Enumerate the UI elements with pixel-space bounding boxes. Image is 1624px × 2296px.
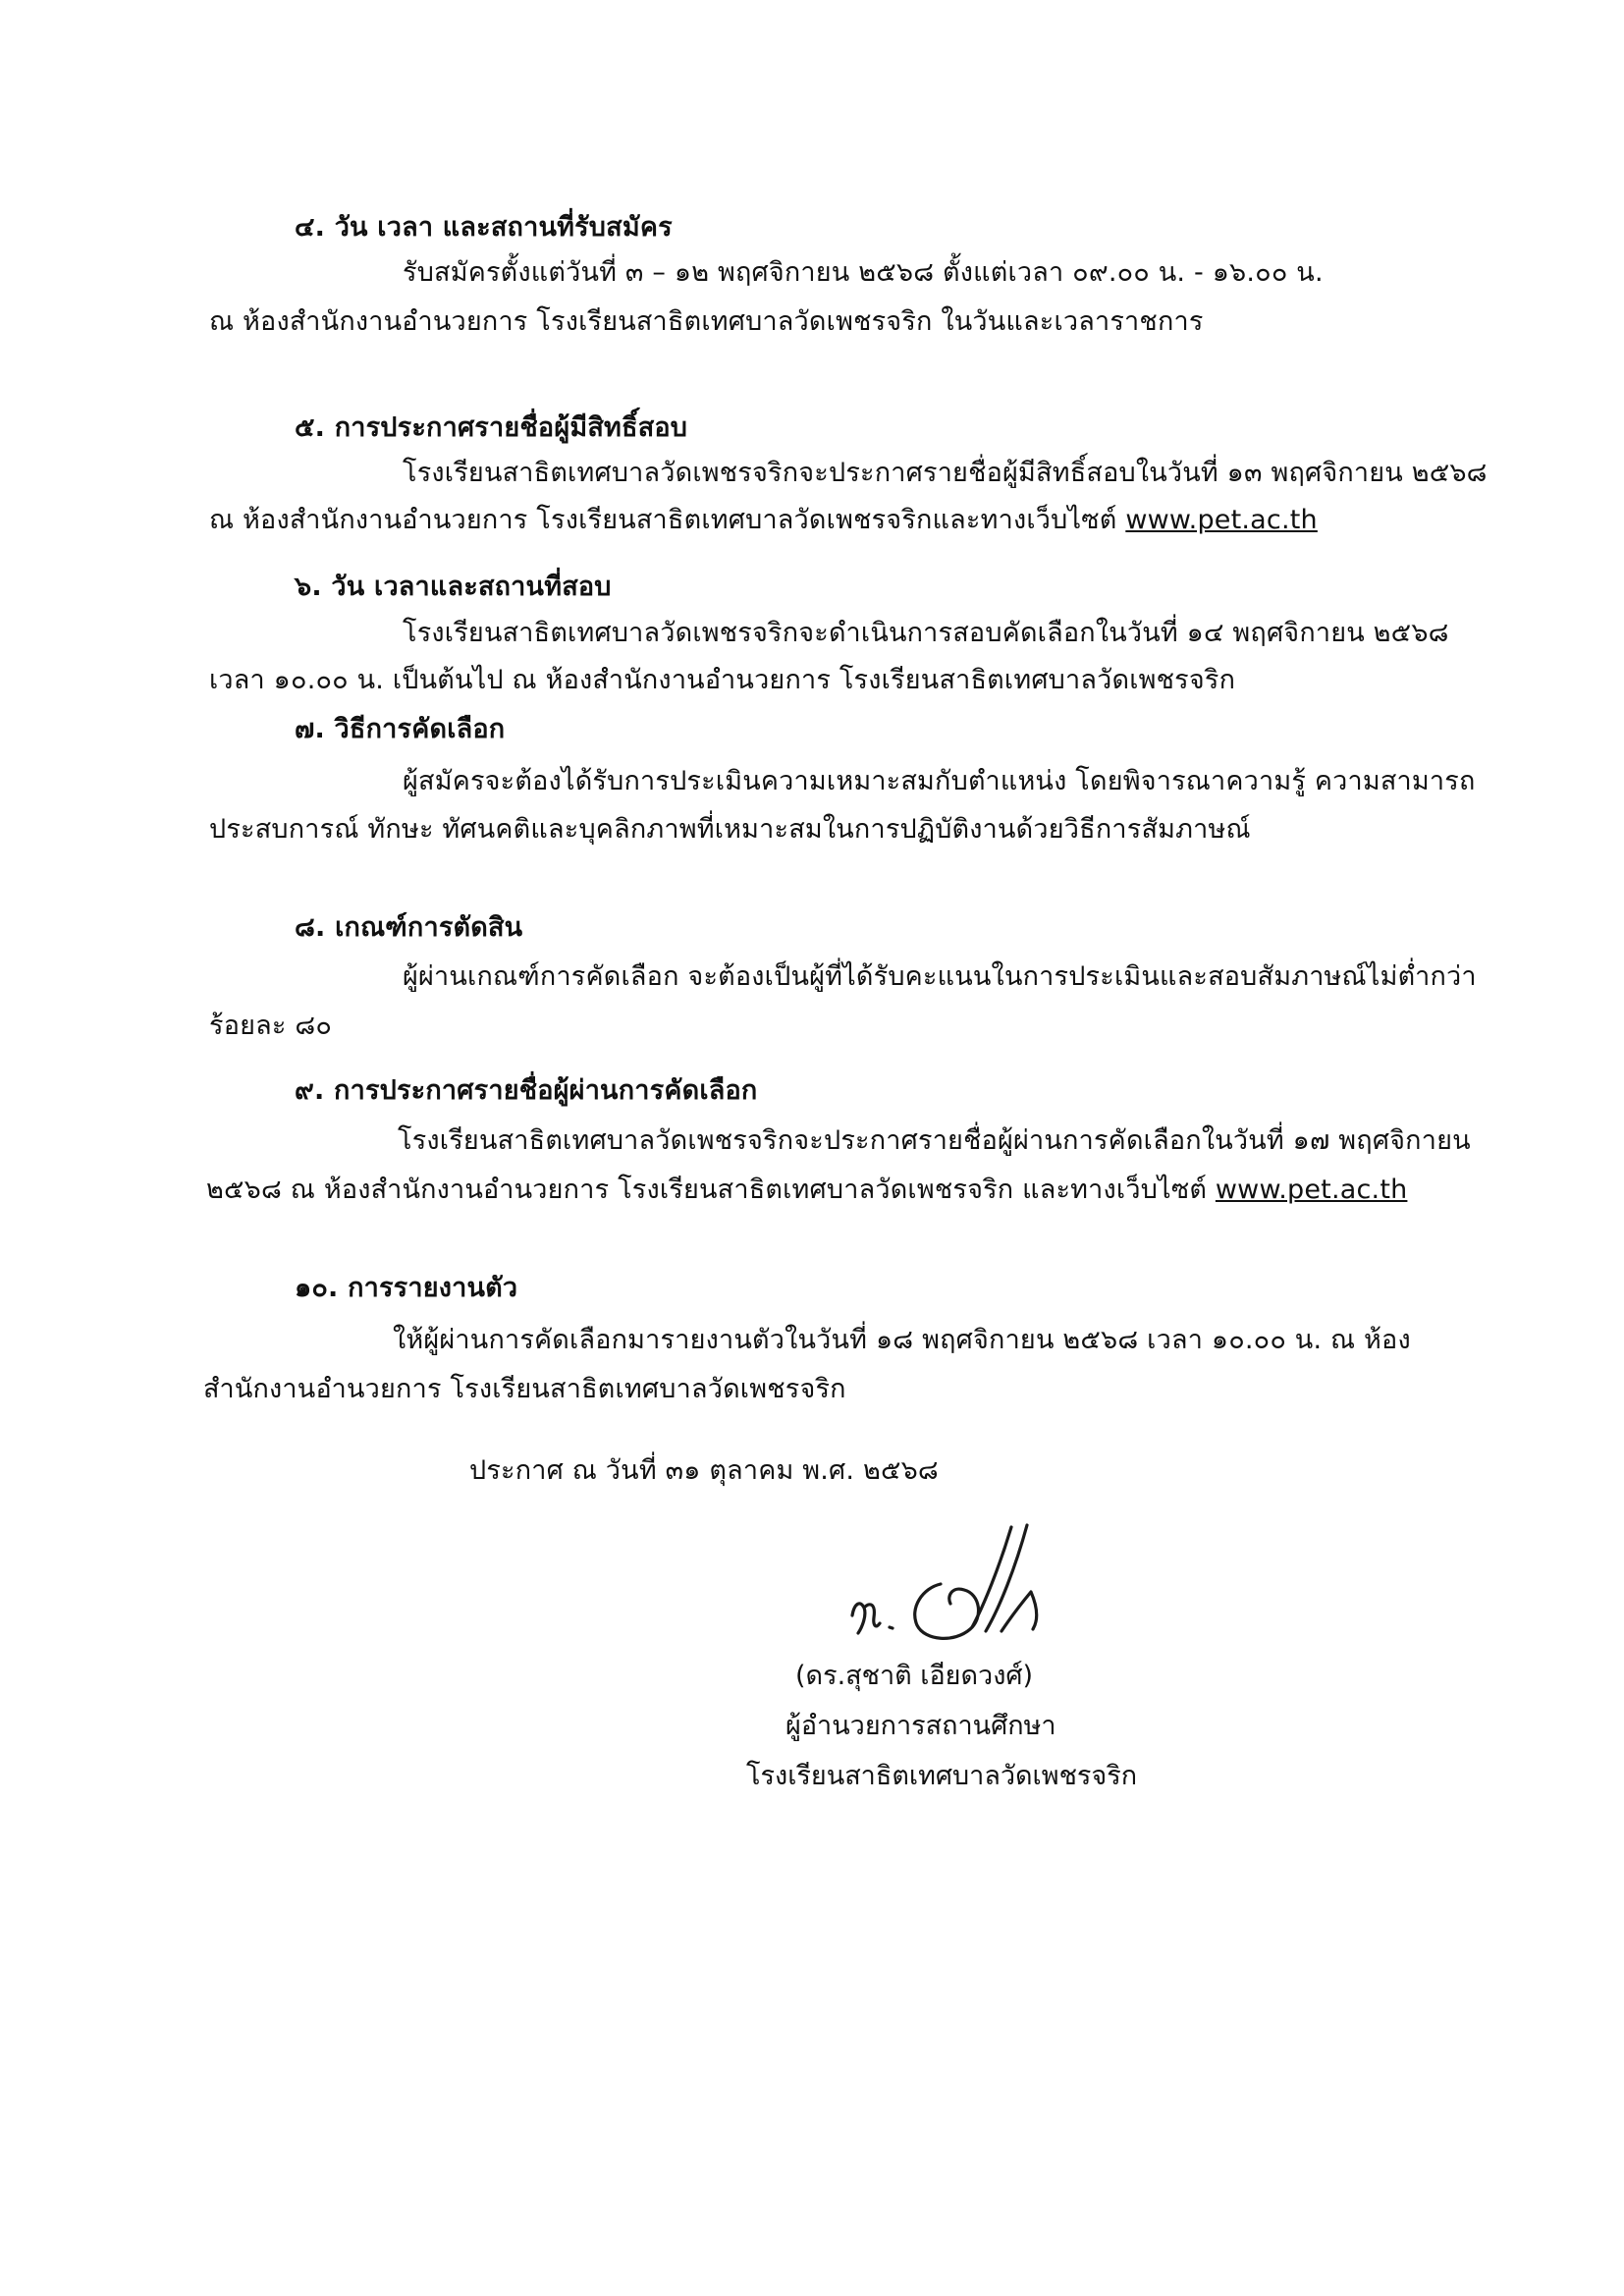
- section-9-line-2: [206, 1171, 1407, 1210]
- section-6-heading: ๖. วัน เวลาและสถานที่สอบ: [295, 572, 612, 602]
- section-5-line-1: โรงเรียนสาธิตเทศบาลวัดเพชรจริกจะประกาศรายชื่อผู้มีสิทธิ์สอบในวันที่ ๑๓ พฤศจิกายน ๒๕๖๘: [403, 458, 1488, 488]
- section-8-heading: ๘. เกณฑ์การตัดสิน: [295, 912, 523, 943]
- section-5-heading: ๕. การประกาศรายชื่อผู้มีสิทธิ์สอบ: [295, 412, 688, 443]
- signatory-name: (ดร.สุชาติ เอียดวงศ์): [795, 1661, 1034, 1691]
- section-10-line-2: สำนักงานอำนวยการ โรงเรียนสาธิตเทศบาลวัดเพชรจริก: [203, 1374, 846, 1404]
- section-6-line-2: เวลา ๑๐.๐๐ น. เป็นต้นไป ณ ห้องสำนักงานอำนวยการ โรงเรียนสาธิตเทศบาลวัดเพชรจริก: [209, 665, 1236, 695]
- section-7-line-1: ผู้สมัครจะต้องได้รับการประเมินความเหมาะสมกับตำแหน่ง โดยพิจารณาความรู้ ความสามารถ: [403, 766, 1476, 796]
- section-4-heading: ๔. วัน เวลา และสถานที่รับสมัคร: [295, 212, 673, 243]
- section-7-line-2: ประสบการณ์ ทักษะ ทัศนคติและบุคลิกภาพที่เหมาะสมในการปฏิบัติงานด้วยวิธีการสัมภาษณ์: [209, 814, 1251, 845]
- website-link[interactable]: www.pet.ac.th: [1215, 1175, 1408, 1205]
- section-6-line-1: โรงเรียนสาธิตเทศบาลวัดเพชรจริกจะดำเนินการสอบคัดเลือกในวันที่ ๑๔ พฤศจิกายน ๒๕๖๘: [403, 618, 1449, 648]
- section-7-heading: ๗. วิธีการคัดเลือก: [295, 714, 506, 744]
- section-9-line-2-text: ๒๕๖๘ ณ ห้องสำนักงานอำนวยการ โรงเรียนสาธิตเทศบาลวัดเพชรจริก และทางเว็บไซต์: [206, 1175, 1216, 1205]
- section-5-line-2-text: ณ ห้องสำนักงานอำนวยการ โรงเรียนสาธิตเทศบาลวัดเพชรจริกและทางเว็บไซต์: [209, 505, 1126, 535]
- signatory-organization: โรงเรียนสาธิตเทศบาลวัดเพชรจริก: [746, 1761, 1138, 1791]
- section-8-line-2: ร้อยละ ๘๐: [209, 1011, 333, 1041]
- section-4-line-2: ณ ห้องสำนักงานอำนวยการ โรงเรียนสาธิตเทศบาลวัดเพชรจริก ในวันและเวลาราชการ: [209, 306, 1204, 337]
- announcement-date: ประกาศ ณ วันที่ ๓๑ ตุลาคม พ.ศ. ๒๕๖๘: [469, 1455, 939, 1486]
- section-4-line-1: รับสมัครตั้งแต่วันที่ ๓ – ๑๒ พฤศจิกายน ๒๕๖๘ ตั้งแต่เวลา ๐๙.๐๐ น. - ๑๖.๐๐ น.: [403, 257, 1324, 288]
- section-10-heading: ๑๐. การรายงานตัว: [295, 1273, 518, 1303]
- website-link[interactable]: www.pet.ac.th: [1125, 505, 1318, 535]
- signatory-position: ผู้อำนวยการสถานศึกษา: [785, 1711, 1056, 1741]
- section-5-line-2: [209, 501, 1318, 540]
- signature-image: [707, 1498, 1168, 1665]
- section-9-heading: ๙. การประกาศรายชื่อผู้ผ่านการคัดเลือก: [295, 1075, 758, 1106]
- section-10-line-1: ให้ผู้ผ่านการคัดเลือกมารายงานตัวในวันที่ ๑๘ พฤศจิกายน ๒๕๖๘ เวลา ๑๐.๐๐ น. ณ ห้อง: [393, 1325, 1411, 1355]
- section-8-line-1: ผู้ผ่านเกณฑ์การคัดเลือก จะต้องเป็นผู้ที่ได้รับคะแนนในการประเมินและสอบสัมภาษณ์ไม่ต่ำกว่า: [403, 961, 1477, 992]
- section-9-line-1: โรงเรียนสาธิตเทศบาลวัดเพชรจริกจะประกาศรายชื่อผู้ผ่านการคัดเลือกในวันที่ ๑๗ พฤศจิกายน: [398, 1125, 1471, 1156]
